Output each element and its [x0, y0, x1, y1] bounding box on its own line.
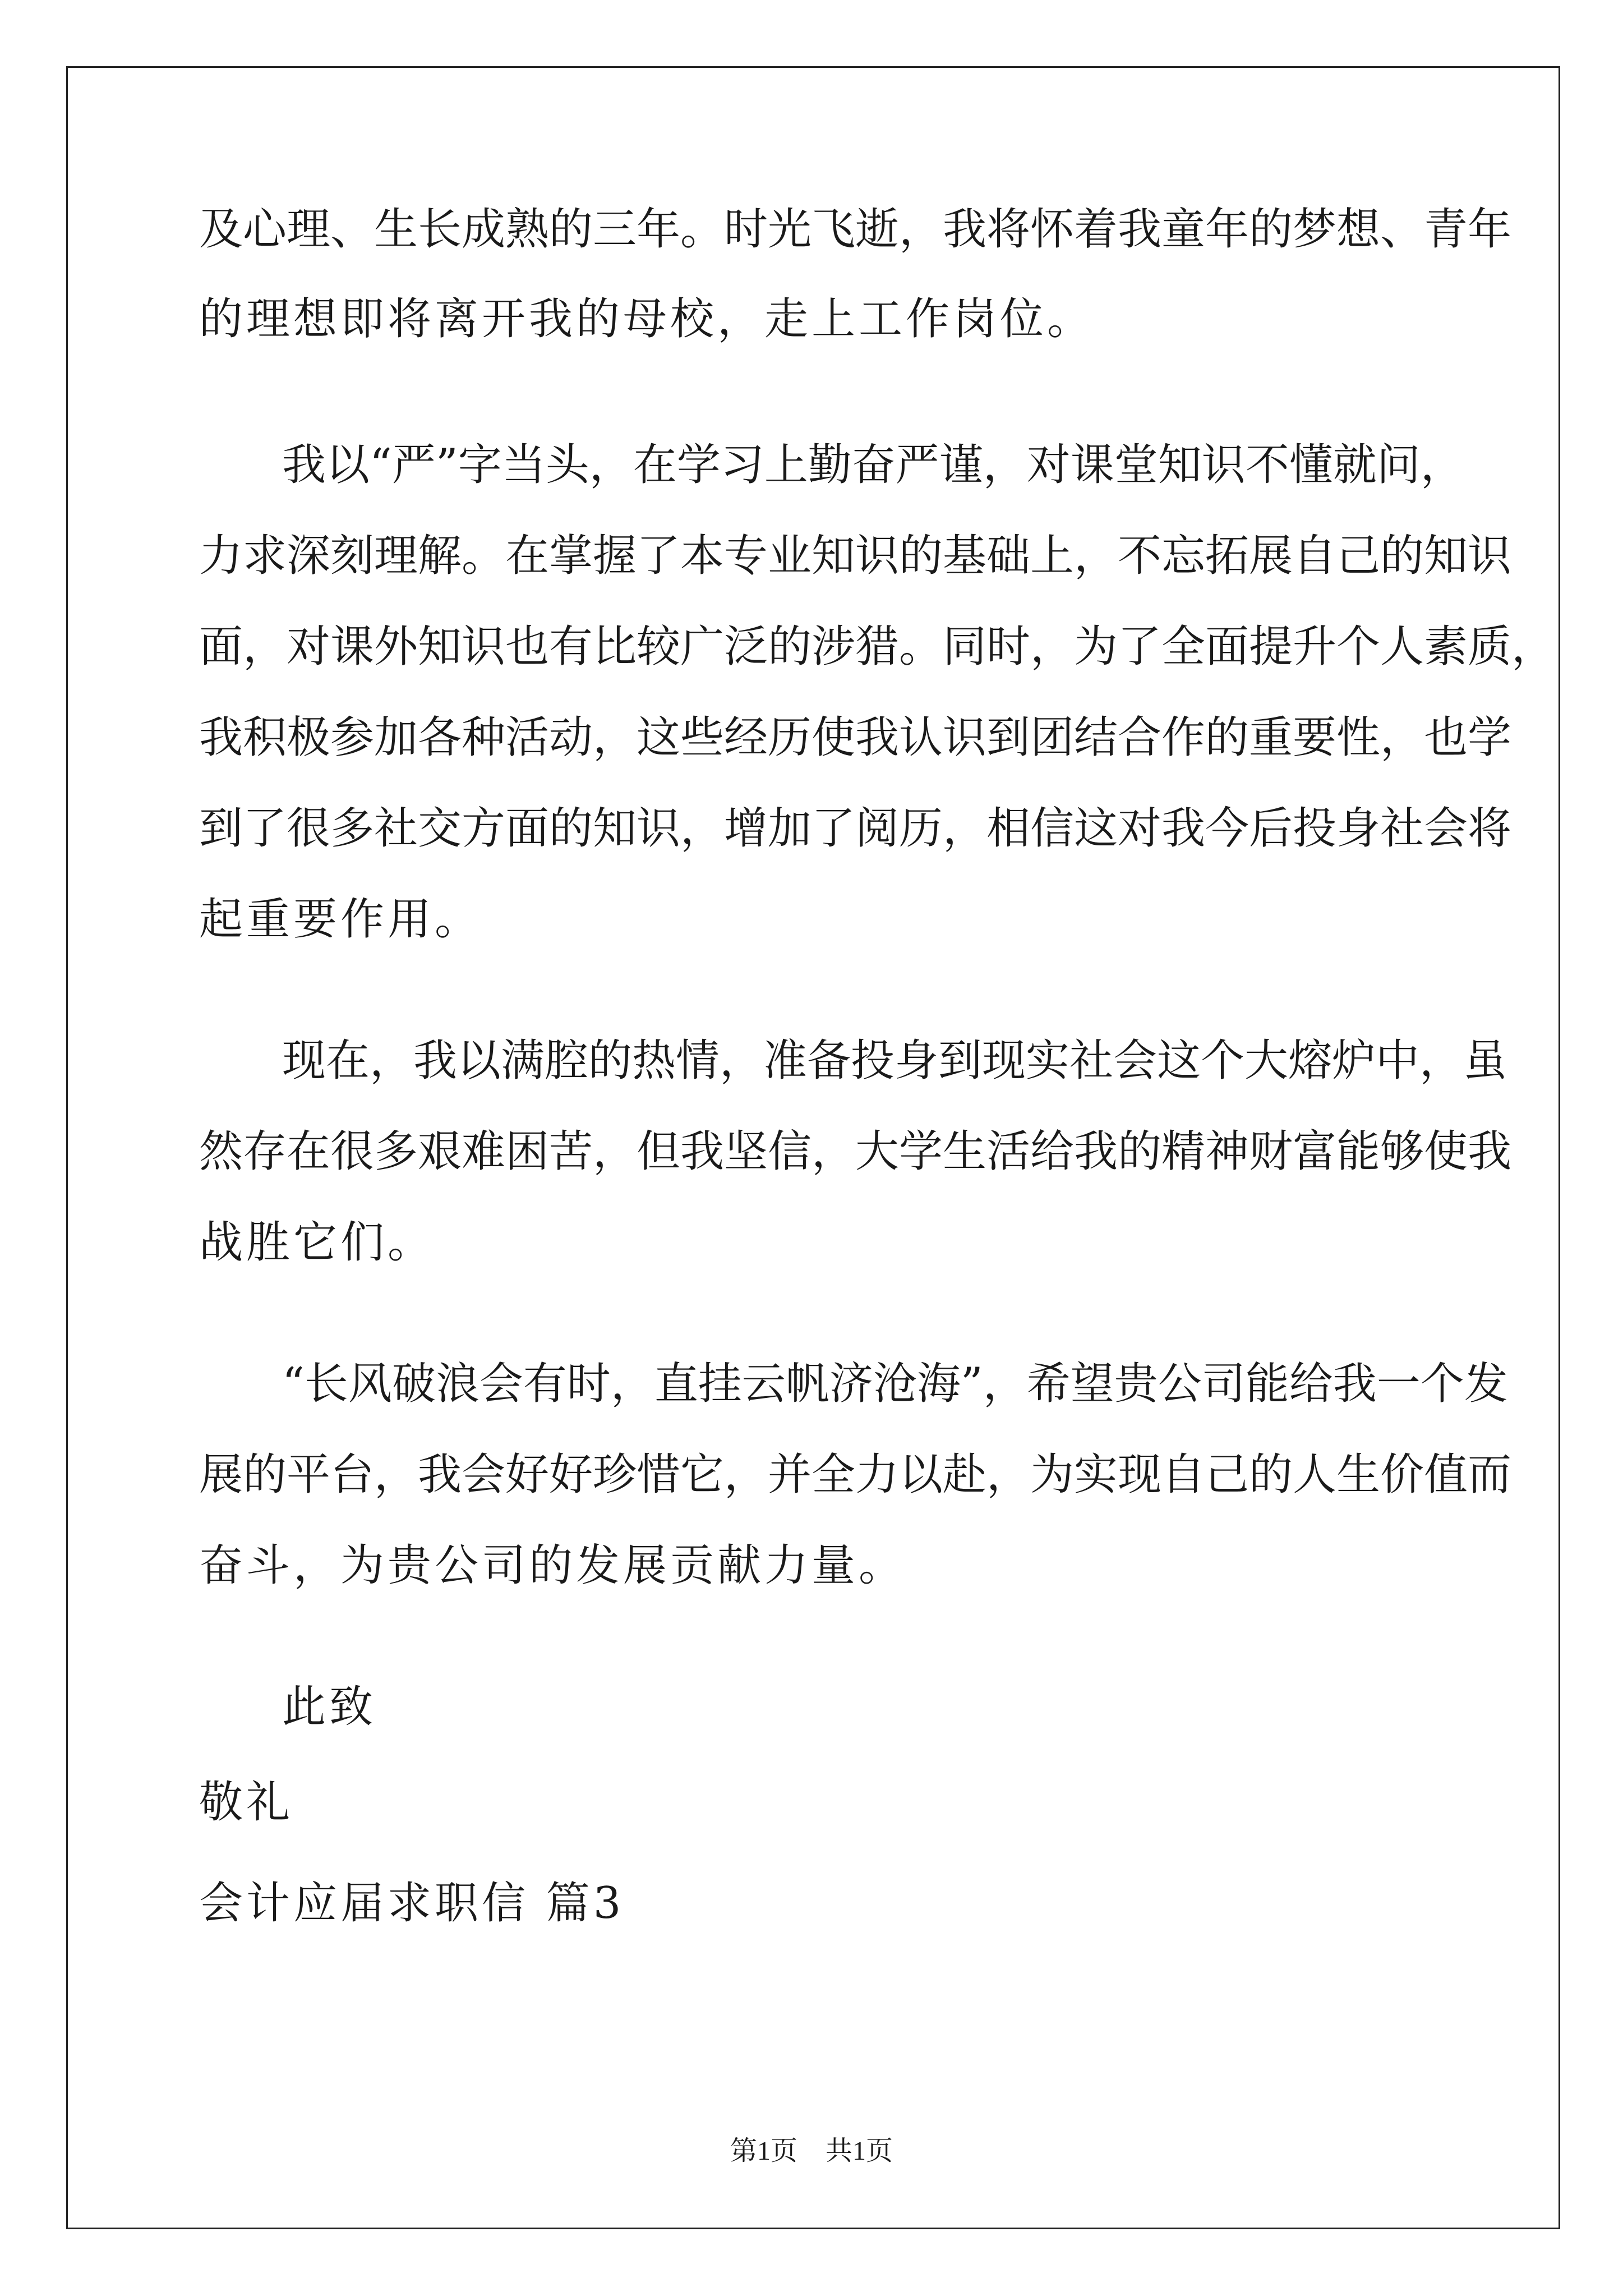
- page-number-current: 第1页: [730, 2136, 797, 2166]
- text-line: 奋斗，为贵公司的发展贡献力量。: [199, 1540, 906, 1591]
- section-heading: 会计应届求职信 篇3: [199, 1878, 625, 1929]
- page-footer: [0, 2129, 1623, 2168]
- closing-line: 此致: [282, 1682, 377, 1732]
- text-line: 的理想即将离开我的母校，走上工作岗位。: [199, 294, 1095, 344]
- text-line: 力求深刻理解。在掌握了本专业知识的基础上，不忘拓展自己的知识: [199, 531, 1512, 581]
- page-number-total: 共1页: [826, 2136, 893, 2166]
- text-line: 然存在很多艰难困苦，但我坚信，大学生活给我的精神财富能够使我: [199, 1126, 1512, 1177]
- text-line: 现在，我以满腔的热情，准备投身到现实社会这个大熔炉中，虽: [282, 1036, 1507, 1086]
- text-line: 起重要作用。: [199, 894, 482, 945]
- text-line: 展的平台，我会好好珍惜它，并全力以赴，为实现自己的人生价值而: [199, 1450, 1512, 1500]
- text-line: 到了很多社交方面的知识，增加了阅历，相信这对我今后投身社会将: [199, 803, 1512, 854]
- text-line: 我以“严”字当头，在学习上勤奋严谨，对课堂知识不懂就问，: [282, 440, 1464, 490]
- salutation-line: 敬礼: [199, 1777, 294, 1828]
- text-line: “长风破浪会有时，直挂云帆济沧海”，希望贵公司能给我一个发: [282, 1359, 1508, 1409]
- text-line: 面，对课外知识也有比较广泛的涉猎。同时，为了全面提升个人素质，: [199, 622, 1556, 672]
- text-line: 及心理、生长成熟的三年。时光飞逝，我将怀着我童年的梦想、青年: [199, 204, 1512, 255]
- text-line: 我积极参加各种活动，这些经历使我认识到团结合作的重要性，也学: [199, 712, 1512, 763]
- text-line: 战胜它们。: [199, 1217, 435, 1268]
